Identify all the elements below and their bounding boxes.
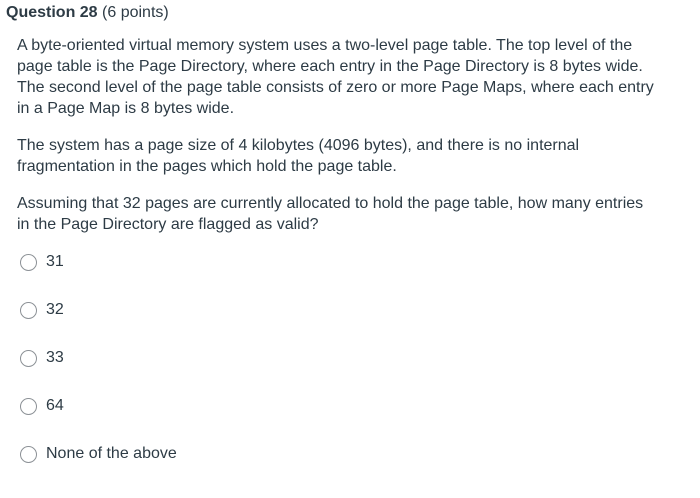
radio-button-icon[interactable] bbox=[20, 350, 37, 367]
question-paragraph-3: Assuming that 32 pages are currently allocated to hold the page table, how many entries in the Page Directory are flagged as valid? bbox=[17, 195, 644, 233]
answer-label: 32 bbox=[46, 301, 64, 318]
answer-option-31[interactable] bbox=[20, 250, 64, 274]
question-text bbox=[17, 35, 657, 251]
answer-option-32[interactable] bbox=[20, 298, 64, 322]
answer-option-none[interactable] bbox=[20, 442, 177, 466]
question-points: (6 points) bbox=[102, 4, 169, 21]
radio-button-icon[interactable] bbox=[20, 254, 37, 271]
question-paragraph-2: The system has a page size of 4 kilobytes (4096 bytes), and there is no internal fragmentation in the pages which hold the page table. bbox=[17, 137, 580, 175]
answer-option-64[interactable] bbox=[20, 394, 64, 418]
question-paragraph-1: A byte-oriented virtual memory system uses a two-level page table. The top level of the page table is the Page Directory, where each entry in the Page Directory is 8 bytes wide. The second level of the page table consists of zero or more Page Maps, where each entry in a Page Map is 8 bytes wide. bbox=[17, 37, 654, 117]
answer-option-33[interactable] bbox=[20, 346, 64, 370]
radio-button-icon[interactable] bbox=[20, 446, 37, 463]
radio-button-icon[interactable] bbox=[20, 302, 37, 319]
answer-label: 64 bbox=[46, 397, 64, 414]
answer-label: None of the above bbox=[46, 445, 177, 462]
answer-label: 33 bbox=[46, 349, 64, 366]
question-title: Question 28 bbox=[6, 4, 98, 21]
answer-label: 31 bbox=[46, 253, 64, 270]
radio-button-icon[interactable] bbox=[20, 398, 37, 415]
question-header bbox=[6, 3, 169, 23]
